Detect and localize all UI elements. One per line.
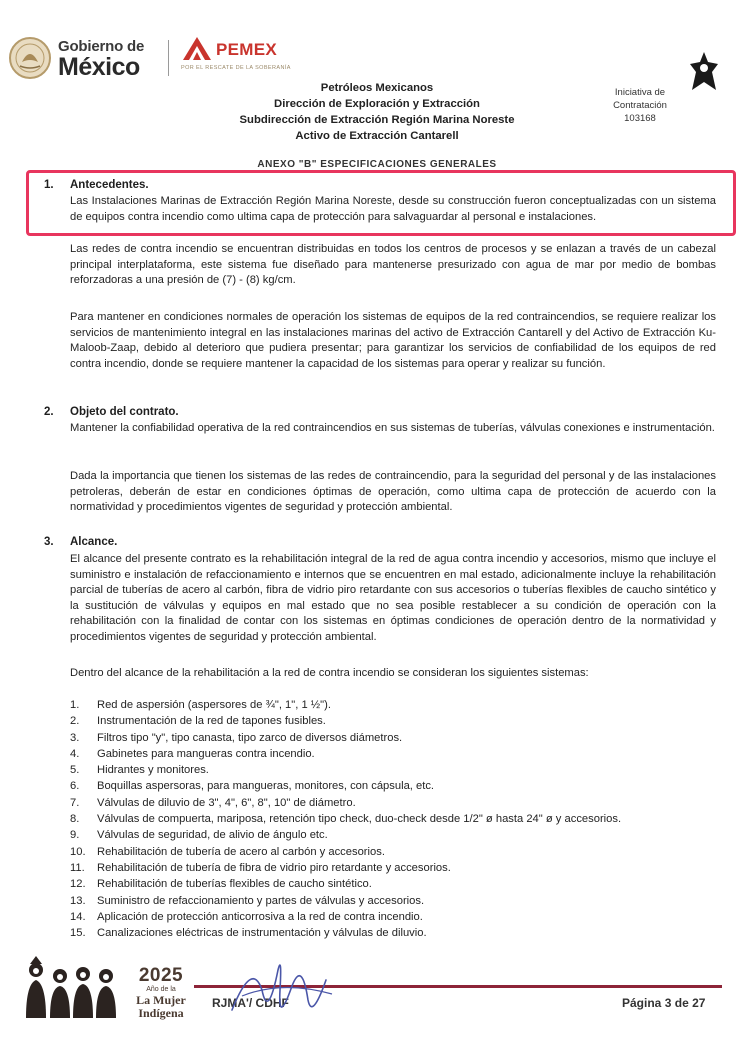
list-item-number: 13. <box>70 894 86 907</box>
page-total: 27 <box>692 996 706 1010</box>
list-item <box>70 860 710 876</box>
list-item-number: 5. <box>70 764 80 777</box>
initiative-label-1: Iniciativa de <box>614 87 666 98</box>
list-item-text: Gabinetes para mangueras contra incendio. <box>97 747 315 760</box>
list-item-text: Rehabilitación de tuberías flexibles de caucho sintético. <box>97 878 372 891</box>
section-3-title: Alcance. <box>70 536 118 548</box>
year-number: 2025 <box>138 965 184 986</box>
list-item <box>70 925 710 941</box>
list-item <box>70 697 710 713</box>
list-item-text: Válvulas de diluvio de 3", 4", 6", 8", 10" de diámetro. <box>97 796 356 809</box>
initiative-info <box>600 86 680 125</box>
list-item-text: Boquillas aspersoras, para mangueras, monitores, con cápsula, etc. <box>97 780 435 793</box>
pemex-logo <box>180 34 320 80</box>
initiative-label-2: Contratación <box>613 100 667 111</box>
section-3-number: 3. <box>44 536 54 548</box>
list-item-number: 14. <box>70 910 86 923</box>
list-item-number: 8. <box>70 813 80 826</box>
list-item-text: Instrumentación de la red de tapones fusibles. <box>97 715 326 728</box>
initiative-number: 103168 <box>624 113 656 124</box>
list-item-number: 4. <box>70 747 80 760</box>
section-2-paragraph-1: Mantener la confiabilidad operativa de la red contraincendios en sus sistemas de tuberías, válvulas conexiones e instrumentación. <box>70 422 715 434</box>
list-item-number: 12. <box>70 878 86 891</box>
corner-emblem-icon <box>684 50 724 94</box>
list-item-number: 1. <box>70 699 80 711</box>
systems-list <box>70 697 710 941</box>
footer-initials: RJMA'/ CDHF <box>212 996 289 1010</box>
list-item-number: 7. <box>70 796 80 809</box>
list-item <box>70 762 710 778</box>
list-item-number: 15. <box>70 927 86 940</box>
list-item-number: 11. <box>70 861 85 874</box>
list-item-text: Rehabilitación de tubería de acero al carbón y accesorios. <box>97 845 385 858</box>
mexico-seal-icon <box>8 36 52 80</box>
list-item-text: Válvulas de compuerta, mariposa, retención tipo check, duo-check desde 1/2" ø hasta 24" ø y accesorios. <box>97 813 622 826</box>
gov-line-1: Gobierno de <box>58 38 145 55</box>
list-item <box>70 811 710 827</box>
list-item <box>70 746 710 762</box>
section-3-paragraph-2: Dentro del alcance de la rehabilitación a la red de contra incendio se consideran los siguientes sistemas: <box>70 667 589 679</box>
pemex-eagle-icon <box>180 34 214 64</box>
list-item-text: Rehabilitación de tubería de fibra de vidrio piro retardante y accesorios. <box>97 861 451 874</box>
pemex-wordmark: PEMEX <box>216 40 278 59</box>
section-2-number: 2. <box>44 406 54 418</box>
list-item <box>70 909 710 925</box>
list-item-text: Aplicación de protección anticorrosiva a la red de contra incendio. <box>97 910 423 923</box>
list-item-text: Canalizaciones eléctricas de instrumentación y válvulas de diluvio. <box>97 927 427 940</box>
page-prefix: Página <box>622 996 662 1010</box>
org-line: Petróleos Mexicanos <box>320 82 434 94</box>
section-1-paragraph-3: Para mantener en condiciones normales de operación los sistemas de equipos de la red contraincendios, se requiere realizar los servicios de mantenimiento integral en las instalaciones marinas del activo de Extracción Cantarell y del Activo de Extracción Ku-Maloob-Zaap, debido al deterioro que pudiera presentar; para garantizar los servicios de confiabilidad de los equipos de red contra incendio, donde se requiere mantener la capacidad de los sistemas para operar y realizar su función. <box>70 311 716 370</box>
list-item <box>70 730 710 746</box>
section-1-number: 1. <box>44 179 54 191</box>
section-1-paragraph-2: Las redes de contra incendio se encuentran distribuidas en todos los centros de procesos y se enlazan a través de un cabezal principal interplataforma, este sistema fue diseñado para mantenerse presurizado con agua de mar por medio de bombas reforzadoras a una presión de (7) - (8) kg/cm. <box>70 243 716 287</box>
list-item-number: 3. <box>70 731 80 744</box>
annex-title: ANEXO "B" ESPECIFICACIONES GENERALES <box>257 159 497 168</box>
pemex-tagline: POR EL RESCATE DE LA SOBERANÍA <box>181 65 291 71</box>
list-item <box>70 778 710 794</box>
page-separator: de <box>674 996 689 1010</box>
section-1-title: Antecedentes. <box>70 179 149 191</box>
section-1-paragraph-1: Las Instalaciones Marinas de Extracción Región Marina Noreste, desde su construcción fueron conceptualizadas con un sistema de equipos contra incendio como ultima capa de protección para salvaguardar al personal e instalaciones. <box>70 195 716 223</box>
section-3-paragraph-1: El alcance del presente contrato es la rehabilitación integral de la red de agua contra incendio y accesorios, mismo que incluye el suministro e instalación de refaccionamiento e internos que se encuentren en mal estado, adicionalmente incluye la rehabilitación parcial de tuberías de acero al carbón, fibra de vidrio piro retardante con sus accesorios o tuberías flexibles de caucho sintético y la sustitución de válvulas y equipos en mal estado que no sea posible restablecer a su condición de operación con la rehabilitación con la finalidad de contar con los sistemas en óptimas condiciones de operación dentro de la normatividad y procedimientos vigentes de seguridad y protección ambiental. <box>70 553 716 643</box>
list-item-number: 10. <box>70 845 86 858</box>
header-separator <box>168 40 169 76</box>
list-item-number: 9. <box>70 829 80 842</box>
org-line: Activo de Extracción Cantarell <box>295 130 459 142</box>
list-item <box>70 713 710 729</box>
org-line: Dirección de Exploración y Extracción <box>274 98 480 110</box>
section-2-paragraph-2: Dada la importancia que tienen los sistemas de las redes de contraincendio, para la seguridad del personal y de las instalaciones petroleras, deberán de estar en condiciones óptimas de operación, como ultima capa de protección de acuerdo con la normatividad y procedimientos vigentes de seguridad y protección ambiental. <box>70 470 716 514</box>
gobierno-de-mexico-logo <box>8 34 156 84</box>
org-line: Subdirección de Extracción Región Marina Noreste <box>239 114 515 126</box>
year-logo <box>130 966 192 1020</box>
year-subtitle: Año de la <box>146 986 176 993</box>
list-item <box>70 876 710 892</box>
list-item-text: Hidrantes y monitores. <box>97 764 209 777</box>
gov-line-2: México <box>58 53 140 81</box>
list-item-text: Red de aspersión (aspersores de ¾", 1", 1 ½"). <box>97 699 331 711</box>
list-item <box>70 844 710 860</box>
section-2-title: Objeto del contrato. <box>70 406 179 418</box>
indigenous-women-illustration-icon <box>20 956 124 1020</box>
list-item-number: 2. <box>70 715 80 728</box>
list-item-text: Suministro de refaccionamiento y partes de válvulas y accesorios. <box>97 894 425 907</box>
list-item-text: Válvulas de seguridad, de alivio de ángulo etc. <box>97 829 328 842</box>
list-item <box>70 827 710 843</box>
list-item <box>70 795 710 811</box>
signature-icon <box>222 950 342 1030</box>
year-line-1: La Mujer <box>136 993 186 1007</box>
year-line-2: Indígena <box>138 1006 184 1020</box>
list-item-text: Filtros tipo "y", tipo canasta, tipo zarco de diversos diámetros. <box>97 731 403 744</box>
list-item-number: 6. <box>70 780 80 793</box>
page-indicator <box>622 996 705 1010</box>
organization-header <box>200 80 554 144</box>
list-item <box>70 893 710 909</box>
page-current: 3 <box>664 996 672 1010</box>
